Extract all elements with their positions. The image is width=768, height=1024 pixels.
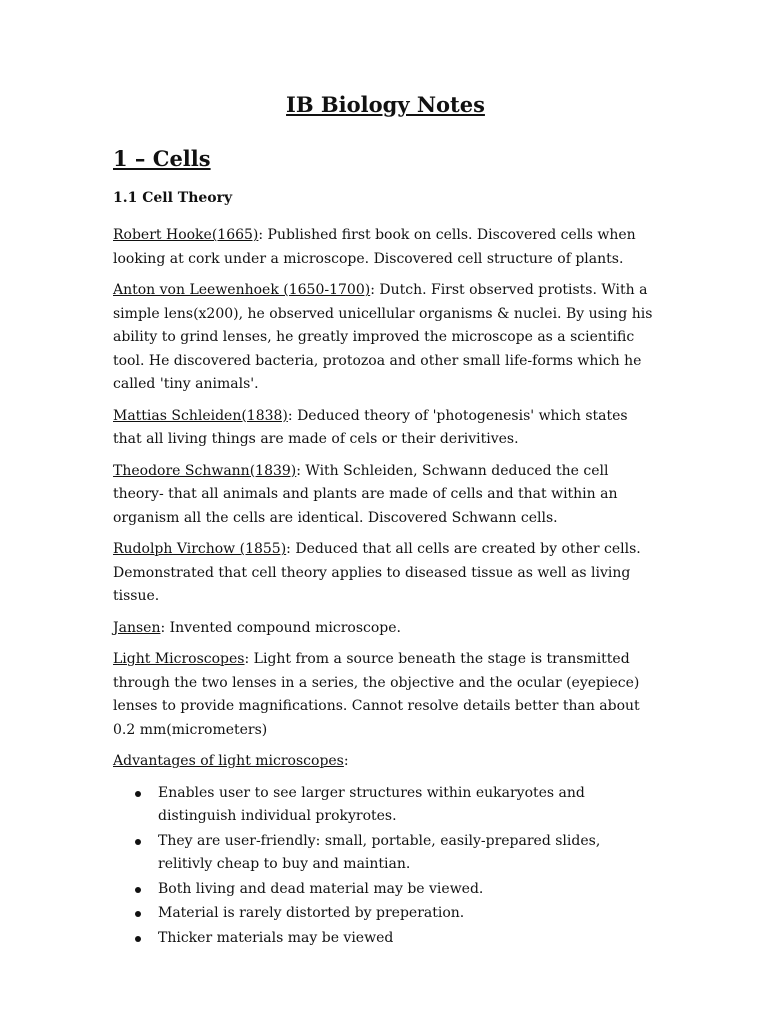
list-item (113, 902, 658, 926)
list-item (113, 782, 658, 829)
list-item-text: Material is rarely distorted by preperation. (158, 905, 465, 921)
section-title: 1 – Cells (113, 146, 211, 171)
term-light-microscopes: Light Microscopes (113, 651, 245, 667)
paragraph-virchow (113, 538, 658, 609)
text-jansen: : Invented compound microscope. (160, 619, 401, 636)
text-schleiden: : Deduced theory of 'photogenesis' which states that all living things are made of cels or their derivitives. (113, 407, 628, 447)
term-schwann: Theodore Schwann(1839) (113, 462, 297, 479)
bullet-icon (135, 936, 141, 942)
term-virchow: Rudolph Virchow (1855) (113, 541, 287, 557)
list-item (113, 878, 658, 902)
list-item-text: Thicker materials may be viewed (158, 929, 394, 946)
text-robert-hooke: : Published first book on cells. Discovered cells when looking at cork under a microscope. Discovered cell structure of plants. (113, 227, 636, 267)
paragraph-jansen (113, 617, 658, 641)
paragraph-leewenhoek (113, 279, 658, 397)
text-leewenhoek: : Dutch. First observed protists. With a simple lens(x200), he observed unicellular organisms & nuclei. By using his ability to grind lenses, he greatly improved the microscope as a scientific tool. He discovered bacteria, protozoa and other small life-forms which he called 'tiny animals'. (113, 282, 653, 392)
list-item-text: They are user-friendly: small, portable, easily-prepared slides, relitivly cheap to buy and maintian. (158, 832, 601, 872)
document-title: IB Biology Notes (286, 92, 485, 117)
bullet-icon (135, 887, 141, 893)
text-schwann: : With Schleiden, Schwann deduced the cell theory- that all animals and plants are made of cells and that within an organism all the cells are identical. Discovered Schwann cells. (113, 462, 618, 526)
advantages-list (113, 782, 658, 951)
term-robert-hooke: Robert Hooke(1665) (113, 227, 259, 243)
paragraph-robert-hooke (113, 224, 658, 271)
text-virchow: : Deduced that all cells are created by other cells. Demonstrated that cell theory applies to diseased tissue as well as living tissue. (113, 541, 641, 604)
bullet-icon (135, 791, 141, 797)
text-advantages: : (343, 753, 349, 769)
term-jansen: Jansen (113, 619, 161, 636)
paragraph-schwann (113, 460, 658, 531)
list-item (113, 830, 658, 877)
term-schleiden: Mattias Schleiden(1838) (113, 407, 288, 424)
text-light-microscopes: : Light from a source beneath the stage is transmitted through the two lenses in a series, the objective and the ocular (eyepiece) lenses to provide magnifications. Cannot resolve details better than about 0.2 mm(micrometers) (113, 651, 640, 738)
document-page (113, 88, 658, 951)
paragraph-light-microscopes (113, 648, 658, 742)
bullet-icon (135, 839, 141, 845)
paragraph-advantages (113, 750, 658, 774)
list-item (113, 927, 658, 951)
paragraph-schleiden (113, 405, 658, 452)
term-advantages: Advantages of light microscopes (113, 753, 344, 769)
subsection-title: 1.1 Cell Theory (113, 190, 233, 206)
list-item-text: Both living and dead material may be viewed. (158, 880, 484, 897)
term-leewenhoek: Anton von Leewenhoek (1650-1700) (113, 282, 371, 298)
list-item-text: Enables user to see larger structures within eukaryotes and distinguish individual prokyrotes. (158, 784, 585, 824)
bullet-icon (135, 911, 141, 917)
